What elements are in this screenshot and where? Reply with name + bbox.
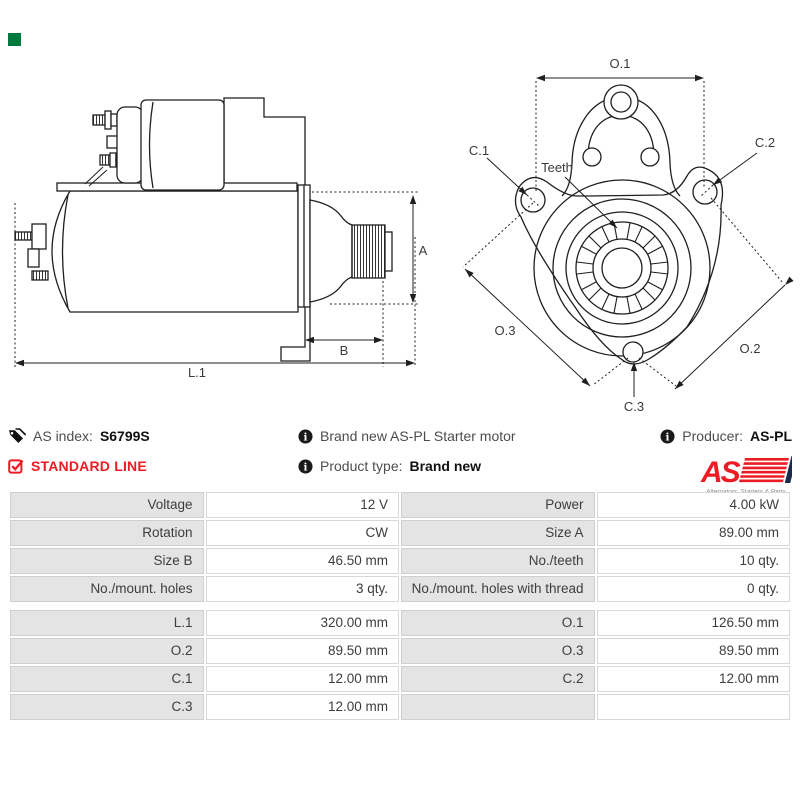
dim-label-c3: C.3 — [623, 399, 645, 414]
spec-group-1 — [10, 492, 790, 602]
spec-value: 12.00 mm — [206, 666, 400, 692]
logo-text: AS — [701, 456, 739, 489]
spec-value: 126.50 mm — [597, 610, 791, 636]
dim-label-a: A — [418, 243, 428, 258]
spec-label: C.2 — [401, 666, 595, 692]
starter-side-view-drawing — [5, 45, 430, 400]
svg-text:i: i — [303, 430, 308, 443]
svg-text:i: i — [665, 430, 670, 443]
dim-label-c2: C.2 — [754, 135, 776, 150]
product-type-label: Product type: — [320, 458, 403, 474]
spec-value: 12.00 mm — [597, 666, 791, 692]
spec-value: 3 qty. — [206, 576, 400, 602]
info-col-description — [298, 424, 516, 484]
info-col-producer — [660, 424, 792, 496]
spec-table — [10, 492, 790, 720]
spec-value — [597, 694, 791, 720]
as-pl-logo — [700, 454, 792, 496]
info-icon — [298, 459, 313, 474]
product-info-bar — [0, 424, 800, 490]
as-index-label: AS index: — [33, 428, 93, 444]
spec-value: 89.50 mm — [597, 638, 791, 664]
spec-label: Voltage — [10, 492, 204, 518]
producer-label: Producer: — [682, 428, 743, 444]
product-type-value: Brand new — [409, 458, 482, 474]
spec-value: 46.50 mm — [206, 548, 400, 574]
svg-text:i: i — [303, 460, 308, 473]
product-line-label: STANDARD LINE — [31, 458, 147, 474]
spec-value: 12 V — [206, 492, 400, 518]
tag-icon — [8, 428, 26, 444]
spec-label: O.3 — [401, 638, 595, 664]
spec-value: 12.00 mm — [206, 694, 400, 720]
producer-row — [660, 424, 792, 448]
spec-label: No./teeth — [401, 548, 595, 574]
spec-value: 89.50 mm — [206, 638, 400, 664]
teeth-label: Teeth — [541, 160, 573, 175]
dim-label-o2: O.2 — [739, 341, 761, 356]
info-icon — [660, 429, 675, 444]
spec-value: 4.00 kW — [597, 492, 791, 518]
spec-label: O.2 — [10, 638, 204, 664]
spec-value: 320.00 mm — [206, 610, 400, 636]
spec-value: 89.00 mm — [597, 520, 791, 546]
dim-label-b: B — [339, 343, 349, 358]
spec-label: Rotation — [10, 520, 204, 546]
product-description: Brand new AS-PL Starter motor — [320, 428, 516, 444]
spec-group-2 — [10, 610, 790, 720]
spec-label: Size A — [401, 520, 595, 546]
spec-label: C.1 — [10, 666, 204, 692]
spec-label — [401, 694, 595, 720]
dim-label-l1: L.1 — [187, 365, 207, 380]
dim-label-c1: C.1 — [468, 143, 490, 158]
dim-label-o3: O.3 — [494, 323, 516, 338]
product-line-row — [8, 454, 150, 478]
as-index-row — [8, 424, 150, 448]
spec-label: Power — [401, 492, 595, 518]
info-icon — [298, 429, 313, 444]
spec-label: C.3 — [10, 694, 204, 720]
spec-label: O.1 — [401, 610, 595, 636]
checkbox-icon — [8, 458, 24, 474]
spec-value: CW — [206, 520, 400, 546]
starter-front-view-drawing — [435, 45, 800, 420]
spec-label: No./mount. holes — [10, 576, 204, 602]
description-row — [298, 424, 516, 448]
as-index-value: S6799S — [99, 428, 150, 444]
dim-label-o1: O.1 — [609, 56, 631, 71]
spec-value: 0 qty. — [597, 576, 791, 602]
info-col-index — [8, 424, 150, 484]
spec-label: L.1 — [10, 610, 204, 636]
spec-value: 10 qty. — [597, 548, 791, 574]
spec-label: Size B — [10, 548, 204, 574]
spec-label: No./mount. holes with thread — [401, 576, 595, 602]
producer-value: AS-PL — [750, 428, 792, 444]
product-type-row — [298, 454, 516, 478]
